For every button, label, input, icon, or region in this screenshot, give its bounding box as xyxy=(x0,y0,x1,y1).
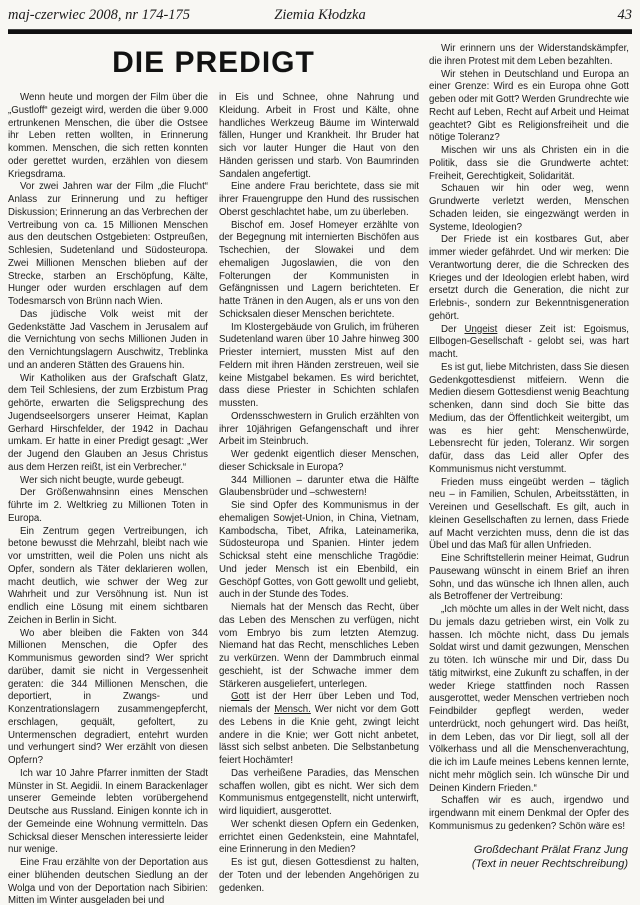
paragraph xyxy=(219,475,419,501)
paragraph xyxy=(8,92,208,181)
text-run: ist der Herr über Leben und Tod, niemals der xyxy=(219,691,419,715)
header-issue-date: maj-czerwiec 2008, nr 174-175 xyxy=(8,7,191,23)
header-rule xyxy=(8,29,632,34)
text-run: „Ich möchte um alles in der Welt nicht, dass Du jemals dazu getrieben wirst, ein Volk zu hassen. Ich möchte nicht, dass Du jemals Soldat wirst und damit gezwungen, Menschen zu töten. Ich wünsche mir und Dir, dass Du tätig mitwirkst, eine Zukunft zu schaffen, in der weder Kriege stattfinden noch Rassen ausgerottet, weder Menschen vertrieben noch Feindbilder gepflegt werden, weder unterdrückt, noch gehungert wird. Das heißt, in dem Leben, das vor Dir liegt, soll all der Völkerhass und all die Menschenverachtung, die ich im Laufe meines Lebens kennen lernte, nicht mehr möglich sein. Ich wünsche Dir und Deinen Kindern Frieden.“ xyxy=(429,604,629,794)
text-run: Der Friede ist ein kostbares Gut, aber immer wieder gefährdet. Und wir merken: Die Verantwortung derer, die die Schrecken des Krieges und der Ideologien erlebt haben, wird ersetzt durch die Generation, die nicht zur Erlebnis-, sondern zur Bekenntnisgeneration gehört. xyxy=(429,234,629,322)
text-run: 344 Millionen – darunter etwa die Hälfte Glaubensbrüder und –schwestern! xyxy=(219,474,419,499)
text-run: Schauen wir hin oder weg, wenn Grundwerte verletzt werden, Menschen Schaden leiden, sie eingezwängt werden in Systeme, Ideologien? xyxy=(429,183,629,233)
underlined-text: Gott xyxy=(231,691,250,703)
paragraph xyxy=(8,309,208,373)
text-run: Wir erinnern uns der Widerstandskämpfer, die ihren Protest mit dem Leben bezahlten. xyxy=(429,43,629,67)
paragraph xyxy=(219,92,419,181)
paragraph xyxy=(219,220,419,322)
paragraph xyxy=(429,324,629,362)
text-run: Ordensschwestern in Grulich erzählten von ihrer 10jährigen Gefangenschaft und ihrer Arbeit im Steinbruch. xyxy=(219,410,419,448)
left-section xyxy=(8,42,419,905)
text-run: Wer schenkt diesen Opfern ein Gedenken, errichtet einen Gedenkstein, eine Mahntafel, eine Erinnerung in den Medien? xyxy=(219,818,419,856)
article-title: DIE PREDIGT xyxy=(112,46,315,79)
text-run: Es ist gut, diesen Gottesdienst zu halten, der Toten und der lebenden Angehörigen zu gedenken. xyxy=(219,857,419,894)
signature-block xyxy=(429,843,629,872)
paragraph xyxy=(219,819,419,857)
text-run: Vor zwei Jahren war der Film „die Flucht“ Anlass zur Erinnerung und zu heftiger Diskussion; Erinnerung an das Verbrechen der Vertreibung von ca. 15 Millionen Menschen aus den deutschen Ostgebieten: Ostpreußen, Schlesien, Sudetenland und Südosteuropa. Zwei Millionen Menschen blieben auf der Strecke, starben an Erschöpfung, Kälte, Hunger oder wurden erschlagen auf dem Todesmarsch von Brünn nach Wien. xyxy=(8,181,208,307)
paragraph xyxy=(219,500,419,602)
right-section xyxy=(429,42,629,905)
text-run: dieser Zeit ist: Egoismus, Ellbogen-Gesellschaft - gelobt sei, was hart macht. xyxy=(429,323,630,360)
text-column-3 xyxy=(429,43,629,834)
text-run: Im Klostergebäude von Grulich, im früheren Sudetenland waren über 10 Jahre hinweg 300 Priester interniert, mussten Mist auf den Feldern mit ihren Händen zerstreuen, weil sie keine Mistgabel bekamen. Es wird berichtet, dass diese Priester in Schichten schlafen mussten. xyxy=(219,321,419,409)
signature-note: (Text in neuer Rechtschreibung) xyxy=(471,858,628,870)
text-run: Es ist gut, liebe Mitchristen, dass Sie diesen Gedenkgottesdienst mitfeiern. Wenn die Medien diesem Gottesdienst wenig Beachtung schenken, dann sind doch Sie bitte das Medium, das der Öffentlichkeit weitergibt, um was es hier geht: Menschenwürde, Lebensrecht für jeden, Toleranz. Wir sorgen dafür, dass das Leid aller Opfer des Kommunismus nicht verstummt. xyxy=(429,361,629,475)
underlined-text: Ungeist xyxy=(464,323,498,335)
paragraph xyxy=(8,373,208,475)
paragraph xyxy=(219,857,419,895)
paragraph xyxy=(219,602,419,691)
paragraph xyxy=(8,857,208,905)
text-run: Mischen wir uns als Christen ein in die Politik, dass sie die Grundwerte achtet: Freiheit, Gerechtigkeit, Solidarität. xyxy=(429,145,629,182)
paragraph xyxy=(429,553,629,604)
text-run: Wenn heute und morgen der Film über die „Gustloff“ gezeigt wird, werden die über 9.000 ertrunkenen Menschen, die über die Ostsee ihr Leben retten wollten, in Erinnerung kommen. Menschen, die sich retten konnten oder gerettet wurden, erzählen von diesem Kriegsdrama. xyxy=(8,92,208,180)
paragraph xyxy=(429,604,629,795)
text-run: Eine Frau erzählte von der Deportation aus einer blühenden deutschen Siedlung an der Wolga und von der Deportation nach Sibirien: Mitten im Winter ausgeladen bei und xyxy=(8,857,208,905)
paragraph xyxy=(8,487,208,525)
paragraph xyxy=(8,181,208,309)
text-run: Schaffen wir es auch, irgendwo und irgendwann mit einem Denkmal der Opfer des Kommunismus zu gedenken? Schön wäre es! xyxy=(429,795,629,832)
text-run: Der Größenwahnsinn eines Menschen führte im 2. Weltkrieg zu Millionen Toten in Europa. xyxy=(8,487,208,524)
signature-author: Großdechant Prälat Franz Jung xyxy=(473,843,628,856)
text-run: Das jüdische Volk weist mit der Gedenkstätte Jad Vaschem in Jerusalem auf die Vernichtung von sechs Millionen Juden in den Vernichtungslagern Auschwitz, Treblinka und an anderen Stätten des Grauens hin. xyxy=(8,308,208,371)
paragraph xyxy=(429,145,629,183)
paragraph xyxy=(219,411,419,449)
text-run: Der xyxy=(441,323,465,335)
paragraph xyxy=(8,768,208,857)
text-run: Das verheißene Paradies, das Menschen schaffen wollen, gibt es nicht. Wer sich dem Kommunismus entgegenstellt, nicht unterwirft, wird liquidiert, ausgerottet. xyxy=(219,767,419,817)
text-run: Ich war 10 Jahre Pfarrer inmitten der Stadt Münster in St. Aegidii. In einem Barackenlager unserer Gemeinde lebten vorübergehend Deutsche aus Russland. Einigen konnte ich in der Gemeinde eine Wohnung vermitteln. Das Schicksal dieser Menschen interessierte leider nur wenige. xyxy=(8,767,208,856)
paragraph xyxy=(429,69,629,146)
text-column-2 xyxy=(219,92,419,905)
underlined-text: Mensch. xyxy=(274,704,311,715)
text-run: Wo aber bleiben die Fakten von 344 Millionen Menschen, die Opfer des Kommunismus geworden sind? Wer spricht darüber, damit sie nicht in Vergessenheit geraten: die 344 Millionen Menschen, die deportiert, in Zwangs- und Konzentrationslagern zusammengepfercht, erschlagen, gequält, gefoltert, zu Untermenschen degradiert, entehrt wurden und verhungert sind? Wer erzählt von diesen Opfern? xyxy=(8,627,208,766)
text-run: Wer sich nicht beugte, wurde gebeugt. xyxy=(20,474,185,486)
text-run: Ein Zentrum gegen Vertreibungen, ich betone bewusst die Mehrzahl, bleibt nach wie vor umstritten, weil die Polen uns nicht als Opfer, sondern als Täter deklarieren wollen, macht deutlich, wie schwer der Weg zur Wahrheit und zur Versöhnung ist. Nun ist endlich eine Lösung mit einem sichtbaren Zeichen in Berlin in Sicht. xyxy=(8,525,208,626)
text-run: Wer nicht vor dem Gott des Lebens in die Knie geht, zwingt leicht andere in die Knie; wer Gott nicht anbetet, lässt sich selbst anbeten. Die Selbstanbetung feiert Hochämter! xyxy=(219,704,419,766)
text-run: Wer gedenkt eigentlich dieser Menschen, dieser Schicksale in Europa? xyxy=(219,449,419,473)
paragraph xyxy=(219,181,419,219)
text-run: Sie sind Opfer des Kommunismus in der ehemaligen Sowjet-Union, in China, Vietnam, Kambodscha, Tibet, Afrika, Lateinamerika, Südosteuropa und Spanien. Hinter jedem Schicksal steht eine menschliche Tragödie: Und jeder Mensch ist ein Ebenbild, ein Geschöpf Gottes, von Gott gewollt und geliebt, auch in der Stunde des Todes. xyxy=(219,500,419,601)
text-column-1 xyxy=(8,92,208,905)
header-page-number: 43 xyxy=(617,7,632,23)
paragraph xyxy=(219,691,419,768)
paragraph xyxy=(219,768,419,819)
paragraph xyxy=(429,234,629,323)
text-run: Bischof em. Josef Homeyer erzählte von der Begegnung mit internierten Bischöfen aus Tschechien, der Slowakei und dem ehemaligen Jugoslawien, die von den Folterungen der Kommunisten in Gefängnissen und Lagern berichteten. Er hatte Tränen in den Augen, als er uns von den Schicksalen dieser Menschen berichtete. xyxy=(219,219,419,320)
page-header xyxy=(8,7,632,24)
paragraph xyxy=(429,362,629,477)
paragraph xyxy=(8,628,208,768)
text-run: Eine Schriftstellerin meiner Heimat, Gudrun Pausewang wünscht in einem Brief an ihren Sohn, und das wünsche ich Ihnen allen, auch als Betroffener der Vertreibung: xyxy=(429,553,629,603)
text-run: Wir stehen in Deutschland und Europa an einer Grenze: Wird es ein Europa ohne Gott geben oder mit Gott? Werden Grundrechte wie Recht auf Leben, Recht auf Arbeit und Heimat geachtet? Gibt es Religionsfreiheit und die nötige Toleranz? xyxy=(429,68,630,144)
article-body xyxy=(8,42,632,905)
paragraph xyxy=(8,526,208,628)
paragraph xyxy=(429,795,629,833)
columns-1-2 xyxy=(8,92,419,905)
paragraph xyxy=(429,43,629,69)
paragraph xyxy=(8,475,208,488)
header-journal-title: Ziemia Kłodzka xyxy=(274,7,366,23)
text-run: in Eis und Schnee, ohne Nahrung und Kleidung. Arbeit in Frost und Kälte, ohne handliches Werkzeug Bäume im Winterwald fällen, Hunger und Krankheit. Ihr Bruder hat sich vor lauter Hunger die Haut von den Händen gerissen und starb. Von Baumrinden Sandalen angefertigt. xyxy=(219,92,419,180)
text-run: Wir Katholiken aus der Grafschaft Glatz, dem Teil Schlesiens, der zum Erzbistum Prag gehörte, erwarten die Seligsprechung des Jugendseelsorgers unserer Heimat, Kaplan Gerhard Hirschfelder, der 1942 in Dachau umkam. Er hatte in einer Predigt gesagt: „Wer der Jugend den Glauben an Jesus Christus aus dem Herzen reißt, ist ein Verbrecher.“ xyxy=(8,372,208,473)
paragraph xyxy=(429,183,629,234)
text-run: Frieden muss eingeübt werden – täglich neu – in Familien, Schulen, Arbeitsstätten, in Vereinen und Gesellschaft. Es gilt, auch in kleinen Gesellschaften zu lernen, dass Friede auf Macht verzichten muss, denn die ist das Übel und das Maß für allen Unfrieden. xyxy=(429,476,629,552)
paragraph xyxy=(429,477,629,554)
paragraph xyxy=(219,322,419,411)
text-run: Niemals hat der Mensch das Recht, über das Leben des Menschen zu verfügen, nicht vom Embryo bis zum letzten Atemzug. Niemand hat das Recht, menschliches Leben zu verkürzen. Wenn der Dammbruch einmal geschieht, ist der Schwache immer dem Stärkeren ausgeliefert, unterlegen. xyxy=(219,602,419,690)
text-run: Eine andere Frau berichtete, dass sie mit ihrer Frauengruppe den Hund des russischen Oberst geschlachtet habe, um zu überleben. xyxy=(219,181,419,218)
paragraph xyxy=(219,449,419,475)
